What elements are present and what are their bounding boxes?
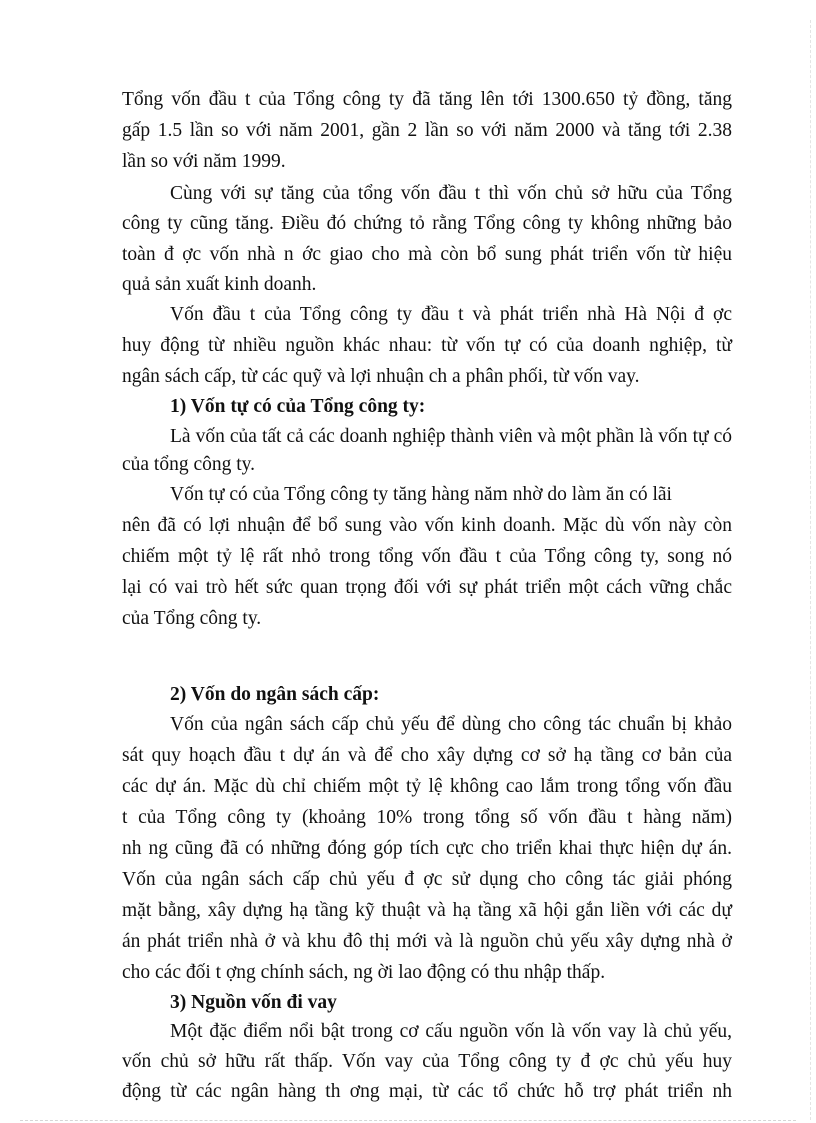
page-bottom-border — [20, 1120, 796, 1121]
text-line: Là vốn của tất cả các doanh nghiệp thành viên và một phần là vốn tự có — [170, 426, 732, 447]
text-line: động từ các ngân hàng th ơng mại, từ các tổ chức hỗ trợ phát triển nh — [122, 1081, 732, 1102]
text-line: Tổng vốn đầu t của Tổng công ty đã tăng lên tới 1300.650 tỷ đồng, tăng — [122, 89, 732, 110]
section-heading: 1) Vốn tự có của Tổng công ty: — [170, 396, 426, 417]
text-line: Một đặc điểm nổi bật trong cơ cấu nguồn vốn là vốn vay là chủ yếu, — [170, 1021, 732, 1042]
text-line: Vốn tự có của Tổng công ty tăng hàng năm nhờ do làm ăn có lãi — [170, 484, 672, 505]
text-line: của tổng công ty. — [122, 454, 256, 475]
text-line: của Tổng công ty. — [122, 608, 262, 629]
text-line: Vốn của ngân sách cấp chủ yếu đ ợc sử dụng cho công tác giải phóng — [122, 869, 732, 890]
text-line: gấp 1.5 lần so với năm 2001, gần 2 lần so với năm 2000 và tăng tới 2.38 — [122, 120, 732, 141]
text-line: các dự án. Mặc dù chỉ chiếm một tỷ lệ không cao lắm trong tổng vốn đầu — [122, 776, 732, 797]
text-line: t của Tổng công ty (khoảng 10% trong tổng số vốn đầu t hàng năm) — [122, 807, 732, 828]
text-line: lại có vai trò hết sức quan trọng đối với sự phát triển một cách vững chắc — [122, 577, 732, 598]
text-line: mặt bằng, xây dựng hạ tầng kỹ thuật và hạ tầng xã hội gắn liền với các dự — [122, 900, 732, 921]
text-line: Vốn đầu t của Tổng công ty đầu t và phát triển nhà Hà Nội đ ợc — [170, 304, 732, 325]
text-line: Vốn của ngân sách cấp chủ yếu để dùng cho công tác chuẩn bị khảo — [170, 714, 732, 735]
text-line: ngân sách cấp, từ các quỹ và lợi nhuận ch a phân phối, từ vốn vay. — [122, 366, 640, 387]
text-line: công ty cũng tăng. Điều đó chứng tỏ rằng Tổng công ty không những bảo — [122, 213, 732, 234]
text-line: cho các đối t ợng chính sách, ng ời lao động có thu nhập thấp. — [122, 962, 606, 983]
section-heading: 2) Vốn do ngân sách cấp: — [170, 684, 380, 705]
section-heading: 3) Nguồn vốn đi vay — [170, 992, 337, 1013]
text-line: án phát triển nhà ở và khu đô thị mới và là nguồn chủ yếu xây dựng nhà ở — [122, 931, 732, 952]
text-line: huy động từ nhiều nguồn khác nhau: từ vốn tự có của doanh nghiệp, từ — [122, 335, 732, 356]
text-line: chiếm một tỷ lệ rất nhỏ trong tổng vốn đầu t của Tổng công ty, song nó — [122, 546, 732, 567]
text-line: vốn chủ sở hữu rất thấp. Vốn vay của Tổng công ty đ ợc chủ yếu huy — [122, 1051, 732, 1072]
text-line: toàn đ ợc vốn nhà n ớc giao cho mà còn bổ sung phát triển vốn từ hiệu — [122, 244, 732, 265]
text-line: nên đã có lợi nhuận để bổ sung vào vốn kinh doanh. Mặc dù vốn này còn — [122, 515, 732, 536]
text-line: lần so với năm 1999. — [122, 151, 286, 172]
text-line: Cùng với sự tăng của tổng vốn đầu t thì vốn chủ sở hữu của Tổng — [170, 183, 732, 204]
text-line: sát quy hoạch đầu t dự án và để cho xây dựng cơ sở hạ tầng cơ bản của — [122, 745, 732, 766]
text-line: nh ng cũng đã có những đóng góp tích cực cho triển khai thực hiện dự án. — [122, 838, 732, 859]
text-line: quả sản xuất kinh doanh. — [122, 274, 317, 295]
page-right-border — [810, 20, 811, 1120]
